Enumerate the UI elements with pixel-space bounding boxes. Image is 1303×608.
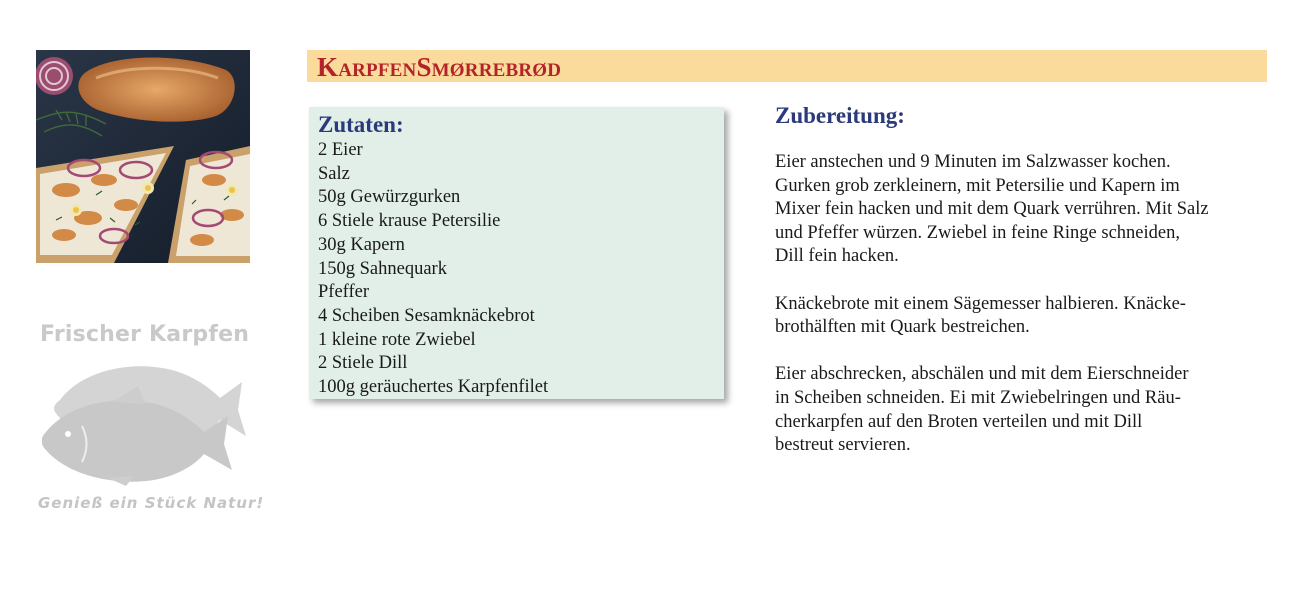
ingredient-item: 6 Stiele krause Petersilie bbox=[318, 211, 501, 232]
brand-logo bbox=[36, 322, 265, 522]
ingredient-item: Pfeffer bbox=[318, 282, 370, 303]
ingredients-box bbox=[309, 107, 724, 399]
preparation-line: cherkarpfen auf den Broten verteilen und mit Dill bbox=[775, 411, 1143, 432]
preparation-line: in Scheiben schneiden. Ei mit Zwiebelringen und Räu- bbox=[775, 387, 1181, 408]
preparation-line: und Pfeffer würzen. Zwiebel in feine Ringe schneiden, bbox=[775, 222, 1180, 243]
ingredient-item: Salz bbox=[318, 163, 350, 184]
preparation-paragraph bbox=[775, 293, 1295, 340]
brand-slogan: Genieß ein Stück Natur! bbox=[38, 494, 265, 512]
preparation-section bbox=[775, 102, 1295, 481]
preparation-line: Gurken grob zerkleinern, mit Petersilie und Kapern im bbox=[775, 175, 1180, 196]
recipe-title-bar bbox=[307, 50, 1267, 82]
preparation-paragraph bbox=[775, 363, 1295, 457]
preparation-line: Dill fein hacken. bbox=[775, 246, 899, 267]
ingredient-item: 150g Sahnequark bbox=[318, 258, 447, 279]
recipe-title: KarpfenSmørrebrød bbox=[317, 52, 562, 82]
ingredient-item: 1 kleine rote Zwiebel bbox=[318, 329, 476, 350]
preparation-heading: Zubereitung: bbox=[775, 103, 905, 128]
preparation-paragraph bbox=[775, 151, 1295, 269]
ingredient-item: 100g geräuchertes Karpfenfilet bbox=[318, 377, 549, 398]
ingredient-item: 30g Kapern bbox=[318, 234, 405, 255]
ingredient-list bbox=[318, 139, 724, 400]
preparation-line: Eier abschrecken, abschälen und mit dem Eierschneider bbox=[775, 364, 1189, 385]
ingredient-item: 4 Scheiben Sesamknäckebrot bbox=[318, 305, 535, 326]
preparation-line: Eier anstechen und 9 Minuten im Salzwasser kochen. bbox=[775, 152, 1171, 172]
dish-photo bbox=[36, 50, 250, 263]
preparation-line: Knäckebrote mit einem Sägemesser halbieren. Knäcke- bbox=[775, 293, 1186, 314]
preparation-line: Mixer fein hacken und mit dem Quark verrühren. Mit Salz bbox=[775, 199, 1209, 220]
preparation-line: bestreut servieren. bbox=[775, 435, 911, 456]
ingredient-item: 2 Stiele Dill bbox=[318, 353, 408, 374]
ingredients-heading: Zutaten: bbox=[318, 112, 404, 137]
carp-icon bbox=[42, 358, 246, 486]
preparation-line: brothälften mit Quark bestreichen. bbox=[775, 317, 1030, 338]
ingredient-item: 50g Gewürzgurken bbox=[318, 187, 461, 208]
brand-name: Frischer Karpfen bbox=[40, 322, 250, 347]
ingredient-item: 2 Eier bbox=[318, 140, 363, 160]
